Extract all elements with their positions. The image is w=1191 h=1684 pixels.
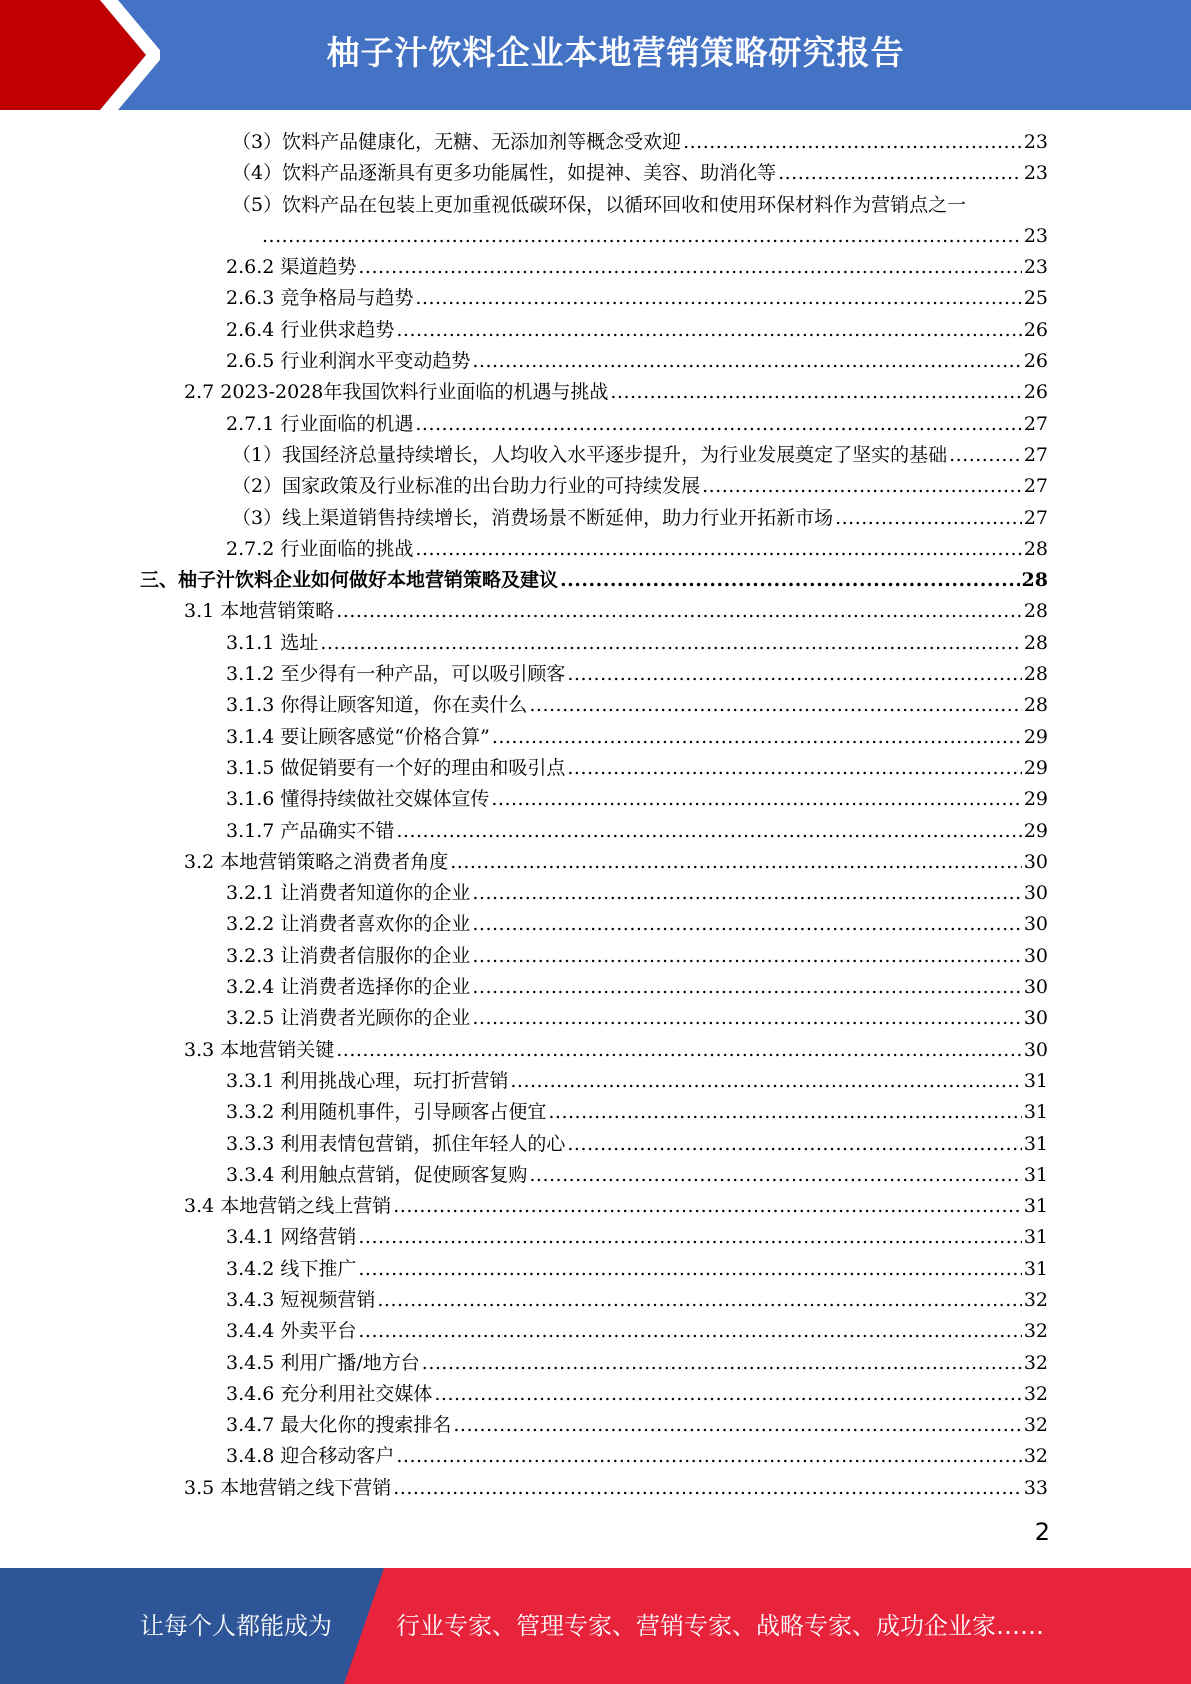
toc-dot-leader [491,784,1021,815]
toc-page-number: 30 [1023,850,1048,873]
toc-entry[interactable] [140,283,1048,314]
toc-entry[interactable] [140,1160,1048,1191]
toc-page-number: 28 [1023,694,1048,717]
toc-entry[interactable] [140,1129,1048,1160]
toc-page-number: 29 [1023,725,1048,748]
toc-entry[interactable] [140,221,1048,252]
toc-dot-leader [560,565,1020,596]
toc-entry[interactable] [140,972,1048,1003]
toc-dot-leader [262,221,1022,252]
toc-entry[interactable] [140,909,1048,940]
toc-entry-title: （5）饮料产品在包装上更加重视低碳环保，以循环回收和使用环保材料作为营销点之一 [232,193,967,216]
toc-entry-title: 2.6.5 行业利润水平变动趋势 [226,350,471,373]
toc-dot-leader [358,252,1021,283]
toc-page-number: 27 [1023,475,1048,498]
toc-entry[interactable] [140,1191,1048,1222]
toc-entry-title: 3.1.3 你得让顾客知道，你在卖什么 [226,694,528,717]
toc-dot-leader [415,409,1021,440]
toc-entry-title: 3.4.7 最大化你的搜索排名 [226,1414,452,1437]
toc-entry[interactable] [140,753,1048,784]
toc-entry[interactable] [140,565,1048,596]
toc-page-number: 30 [1023,1038,1048,1061]
toc-entry[interactable] [140,722,1048,753]
toc-entry[interactable] [140,315,1048,346]
toc-page-number: 31 [1023,1101,1048,1124]
toc-entry-title: 3.3.4 利用触点营销，促使顾客复购 [226,1163,528,1186]
toc-entry[interactable] [140,377,1048,408]
toc-entry-title: 3.2 本地营销策略之消费者角度 [184,850,449,873]
toc-dot-leader [415,283,1021,314]
toc-entry-title: 2.6.2 渠道趋势 [226,256,357,279]
toc-dot-leader [548,1097,1021,1128]
toc-entry[interactable] [140,1035,1048,1066]
toc-entry-title: 2.7.1 行业面临的机遇 [226,412,414,435]
toc-entry[interactable] [140,1379,1048,1410]
toc-page-number: 32 [1023,1414,1048,1437]
footer-slogan-left: 让每个人都能成为 [140,1612,332,1640]
toc-entry-title: 3.2.2 让消费者喜欢你的企业 [226,913,471,936]
table-of-contents [140,127,1048,1504]
toc-dot-leader [396,816,1021,847]
toc-dot-leader [396,1441,1021,1472]
toc-page-number: 28 [1023,631,1048,654]
toc-entry[interactable] [140,1473,1048,1504]
toc-entry[interactable] [140,941,1048,972]
toc-entry-title: 3.2.5 让消费者光顾你的企业 [226,1007,471,1030]
toc-entry-title: （1）我国经济总量持续增长，人均收入水平逐步提升，为行业发展奠定了坚实的基础 [232,443,948,466]
toc-entry-title: 2.6.3 竞争格局与趋势 [226,287,414,310]
toc-entry[interactable] [140,784,1048,815]
toc-entry[interactable] [140,440,1048,471]
toc-entry-title: 3.1.1 选址 [226,631,319,654]
toc-entry-title: 3.4.6 充分利用社交媒体 [226,1382,433,1405]
toc-page-number: 31 [1023,1257,1048,1280]
toc-dot-leader [702,471,1022,502]
header-banner [0,0,1191,110]
toc-entry-title: 3.4.2 线下推广 [226,1257,357,1280]
toc-entry[interactable] [140,252,1048,283]
toc-entry[interactable] [140,1066,1048,1097]
toc-dot-leader [567,659,1021,690]
toc-entry-title: 3.3.3 利用表情包营销，抓住年轻人的心 [226,1132,566,1155]
toc-dot-leader [453,1410,1021,1441]
toc-entry[interactable] [140,1097,1048,1128]
toc-entry-title: 2.7.2 行业面临的挑战 [226,537,414,560]
toc-entry-title: 3.4 本地营销之线上营销 [184,1195,392,1218]
toc-page-number: 28 [1023,537,1048,560]
toc-page-number: 26 [1023,318,1048,341]
toc-dot-leader [377,1285,1021,1316]
toc-page-number: 31 [1023,1163,1048,1186]
toc-entry-title: 3.3.1 利用挑战心理，玩打折营销 [226,1069,509,1092]
toc-entry-title: 2.6.4 行业供求趋势 [226,318,395,341]
toc-page-number: 29 [1023,788,1048,811]
toc-entry[interactable] [140,659,1048,690]
toc-dot-leader [683,127,1022,158]
toc-entry[interactable] [140,690,1048,721]
toc-dot-leader [472,909,1021,940]
toc-page-number: 32 [1023,1320,1048,1343]
toc-dot-leader [393,1191,1022,1222]
toc-entry-title: 3.3 本地营销关键 [184,1038,335,1061]
toc-page-number: 30 [1023,944,1048,967]
report-title: 柚子汁饮料企业本地营销策略研究报告 [326,33,905,72]
toc-page-number: 31 [1023,1132,1048,1155]
toc-dot-leader [529,690,1021,721]
toc-entry-title: 3.4.8 迎合移动客户 [226,1445,395,1468]
toc-page-number: 23 [1023,131,1048,153]
toc-page-number: 23 [1023,224,1048,247]
toc-entry[interactable] [140,1254,1048,1285]
toc-page-number: 29 [1023,819,1048,842]
toc-dot-leader [472,941,1021,972]
toc-dot-leader [949,440,1022,471]
toc-entry-title: 3.2.1 让消费者知道你的企业 [226,882,471,905]
toc-entry[interactable] [140,816,1048,847]
toc-entry[interactable] [140,628,1048,659]
toc-entry-title: 3.2.3 让消费者信服你的企业 [226,944,471,967]
toc-entry[interactable] [140,1222,1048,1253]
page-number: 2 [1034,1518,1050,1546]
toc-dot-leader [320,628,1021,659]
toc-dot-leader [396,315,1021,346]
toc-entry-title: （3）线上渠道销售持续增长，消费场景不断延伸，助力行业开拓新市场 [232,506,834,529]
toc-entry-title: 3.2.4 让消费者选择你的企业 [226,976,471,999]
toc-dot-leader [567,753,1021,784]
toc-page-number: 30 [1023,882,1048,905]
toc-page-number: 28 [1023,600,1048,623]
toc-entry[interactable] [140,1348,1048,1379]
toc-dot-leader [358,1254,1021,1285]
toc-entry[interactable] [140,596,1048,627]
toc-entry-title: 3.1.7 产品确实不错 [226,819,395,842]
toc-page-number: 28 [1023,663,1048,686]
toc-entry-title: 3.4.1 网络营销 [226,1226,357,1249]
toc-dot-leader [358,1316,1021,1347]
toc-page-number: 30 [1023,976,1048,999]
toc-dot-leader [472,878,1021,909]
toc-dot-leader [422,1348,1022,1379]
toc-page-number: 31 [1023,1226,1048,1249]
toc-entry[interactable] [140,878,1048,909]
toc-entry[interactable] [140,1003,1048,1034]
toc-entry[interactable] [140,127,1048,158]
toc-dot-leader [336,1035,1022,1066]
toc-dot-leader [529,1160,1021,1191]
toc-dot-leader [472,972,1021,1003]
footer-slogan-right: 行业专家、管理专家、营销专家、战略专家、成功企业家…… [396,1612,1044,1640]
toc-page-number: 29 [1023,756,1048,779]
toc-entry-title: 2.7 2023-2028年我国饮料行业面临的机遇与挑战 [184,381,609,404]
toc-entry-title: 三、柚子汁饮料企业如何做好本地营销策略及建议 [140,569,559,592]
toc-entry-title: 3.4.3 短视频营销 [226,1288,376,1311]
toc-dot-leader [610,377,1021,408]
toc-page-number: 27 [1023,412,1048,435]
toc-page-number: 31 [1023,1195,1048,1218]
toc-entry[interactable] [140,534,1048,565]
toc-entry[interactable] [140,1316,1048,1347]
toc-entry[interactable] [140,190,1048,221]
toc-page-number: 32 [1023,1288,1048,1311]
toc-entry-title: （4）饮料产品逐渐具有更多功能属性，如提神、美容、助消化等 [232,162,777,185]
toc-entry[interactable] [140,158,1048,189]
toc-page-number: 25 [1023,287,1048,310]
toc-dot-leader [393,1473,1022,1504]
toc-entry-title: 3.3.2 利用随机事件，引导顾客占便宜 [226,1101,547,1124]
toc-page-number: 23 [1023,256,1048,279]
toc-dot-leader [450,847,1022,878]
toc-page-number: 27 [1023,443,1048,466]
toc-entry-title: 3.4.5 利用广播/地方台 [226,1351,420,1374]
toc-dot-leader [567,1129,1021,1160]
toc-entry-title: 3.5 本地营销之线下营销 [184,1476,392,1499]
toc-entry[interactable] [140,409,1048,440]
toc-page-number: 30 [1023,913,1048,936]
toc-dot-leader [492,722,1022,753]
toc-page-number: 26 [1023,350,1048,373]
toc-entry-title: （3）饮料产品健康化，无糖、无添加剂等概念受欢迎 [232,131,682,153]
toc-page-number: 27 [1023,506,1048,529]
toc-entry-title: 3.1.5 做促销要有一个好的理由和吸引点 [226,756,566,779]
toc-entry-title: 3.1.4 要让顾客感觉“价格合算” [226,725,490,748]
toc-entry-title: 3.1 本地营销策略 [184,600,335,623]
toc-dot-leader [835,503,1022,534]
toc-entry[interactable] [140,471,1048,502]
toc-page-number: 33 [1023,1476,1048,1499]
toc-page-number: 32 [1023,1382,1048,1405]
toc-entry[interactable] [140,1285,1048,1316]
toc-dot-leader [336,596,1022,627]
toc-dot-leader [415,534,1021,565]
toc-page-number: 32 [1023,1351,1048,1374]
toc-page-number: 31 [1023,1069,1048,1092]
toc-entry[interactable] [140,847,1048,878]
toc-dot-leader [472,346,1021,377]
toc-entry[interactable] [140,1441,1048,1472]
toc-dot-leader [510,1066,1021,1097]
footer-banner [0,1568,1191,1684]
toc-page-number: 32 [1023,1445,1048,1468]
toc-page-number: 30 [1023,1007,1048,1030]
toc-page-number: 23 [1023,162,1048,185]
toc-dot-leader [434,1379,1021,1410]
toc-entry-title: 3.4.4 外卖平台 [226,1320,357,1343]
toc-dot-leader [472,1003,1021,1034]
toc-page-number: 28 [1021,569,1048,592]
toc-page-number: 26 [1023,381,1048,404]
toc-entry[interactable] [140,503,1048,534]
toc-entry-title: （2）国家政策及行业标准的出台助力行业的可持续发展 [232,475,701,498]
toc-dot-leader [358,1222,1021,1253]
toc-entry-title: 3.1.6 懂得持续做社交媒体宣传 [226,788,490,811]
toc-dot-leader [778,158,1022,189]
toc-entry[interactable] [140,346,1048,377]
toc-entry[interactable] [140,1410,1048,1441]
toc-entry-title: 3.1.2 至少得有一种产品，可以吸引顾客 [226,663,566,686]
